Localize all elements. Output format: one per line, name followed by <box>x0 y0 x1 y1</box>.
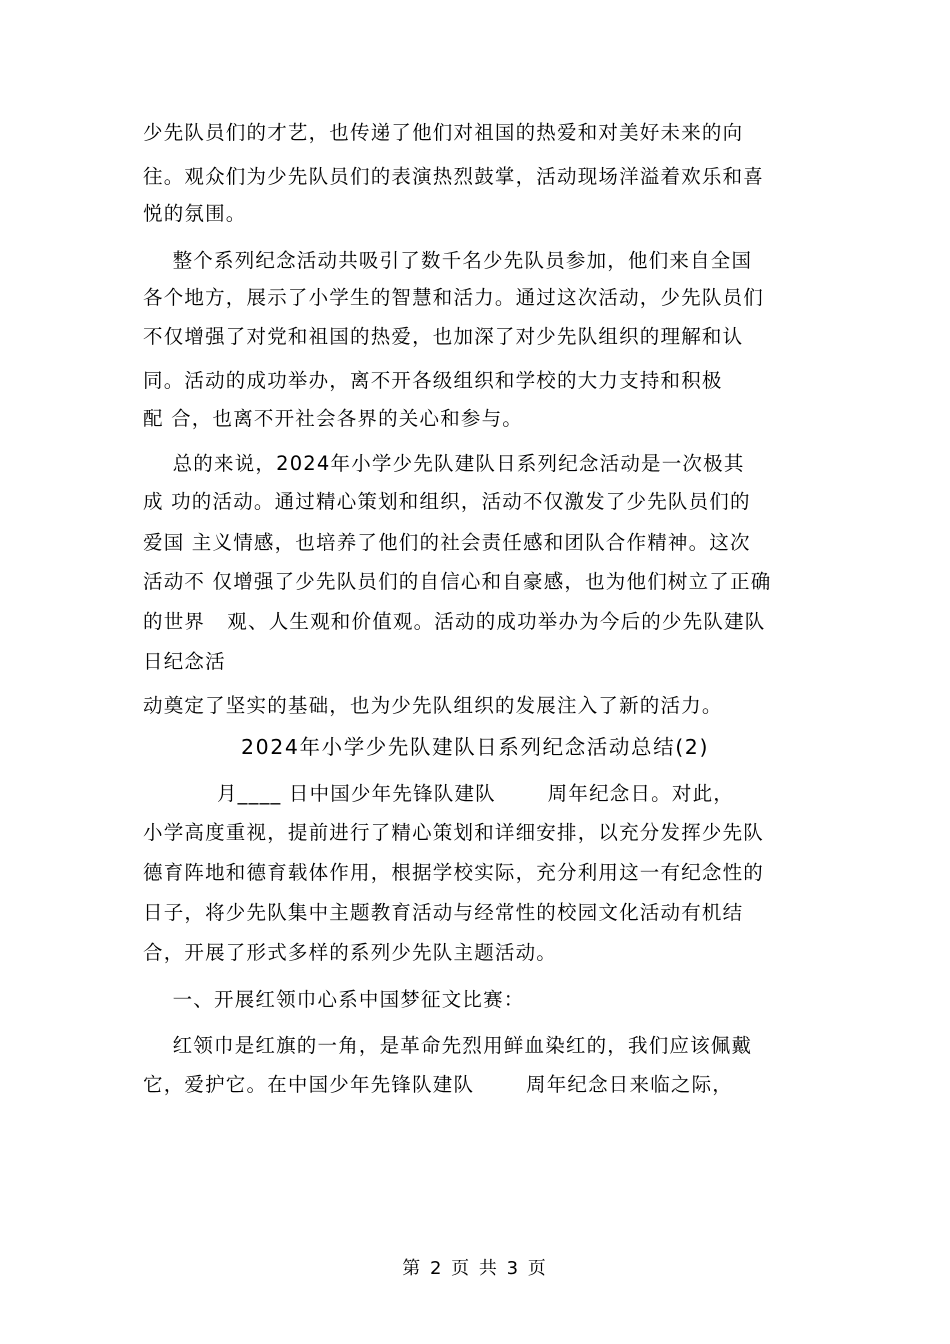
paragraph-line: 活动不 仅增强了少先队员们的自信心和自豪感，也为他们树立了正确 <box>143 570 772 593</box>
paragraph-line: 日子，将少先队集中主题教育活动与经常性的校园文化活动有机结 <box>143 901 744 924</box>
paragraph-line: 德育阵地和德育载体作用，根据学校实际，充分利用这一有纪念性的 <box>143 861 765 884</box>
paragraph-line: 不仅增强了对党和祖国的热爱，也加深了对少先队组织的理解和认 <box>143 325 744 348</box>
paragraph-line: 总的来说，2024年小学少先队建队日系列纪念活动是一次极其 <box>143 452 745 475</box>
paragraph-line: 它，爱护它。在中国少年先锋队建队 周年纪念日来临之际， <box>143 1073 733 1096</box>
paragraph-line: 的世界 观、人生观和价值观。活动的成功举办为今后的少先队建队 <box>143 610 766 633</box>
paragraph-line: 少先队员们的才艺，也传递了他们对祖国的热爱和对美好未来的向 <box>143 121 744 144</box>
paragraph-line: 各个地方，展示了小学生的智慧和活力。通过这次活动，少先队员们 <box>143 286 765 309</box>
paragraph-line: 小学高度重视，提前进行了精心策划和详细安排，以充分发挥少先队 <box>143 821 765 844</box>
paragraph-line: 动奠定了坚实的基础，也为少先队组织的发展注入了新的活力。 <box>143 694 723 717</box>
paragraph-line: 配 合，也离不开社会各界的关心和参与。 <box>143 407 523 430</box>
paragraph-line: 同。活动的成功举办，离不开各级组织和学校的大力支持和积极 <box>143 369 723 392</box>
paragraph-line: 悦的氛围。 <box>143 202 247 225</box>
paragraph-line: 成 功的活动。通过精心策划和组织，活动不仅激发了少先队员们的 <box>143 490 751 513</box>
page-footer: 第 2 页 共 3 页 <box>402 1258 548 1279</box>
paragraph-line: 一、开展红领巾心系中国梦征文比赛： <box>143 988 525 1011</box>
paragraph-line: 往。观众们为少先队员们的表演热烈鼓掌，活动现场洋溢着欢乐和喜 <box>143 165 765 188</box>
section-heading: 2024年小学少先队建队日系列纪念活动总结(2) <box>240 735 710 759</box>
paragraph-line: 整个系列纪念活动共吸引了数千名少先队员参加，他们来自全国 <box>143 249 753 272</box>
paragraph-line: 爱国 主义情感，也培养了他们的社会责任感和团队合作精神。这次 <box>143 531 751 554</box>
paragraph-line: 日纪念活 <box>143 650 226 673</box>
paragraph-line: 红领巾是红旗的一角，是革命先烈用鲜血染红的，我们应该佩戴 <box>143 1034 753 1057</box>
paragraph-line: 月____ 日中国少年先锋队建队 周年纪念日。对此， <box>143 782 734 805</box>
paragraph-line: 合，开展了形式多样的系列少先队主题活动。 <box>143 941 558 964</box>
